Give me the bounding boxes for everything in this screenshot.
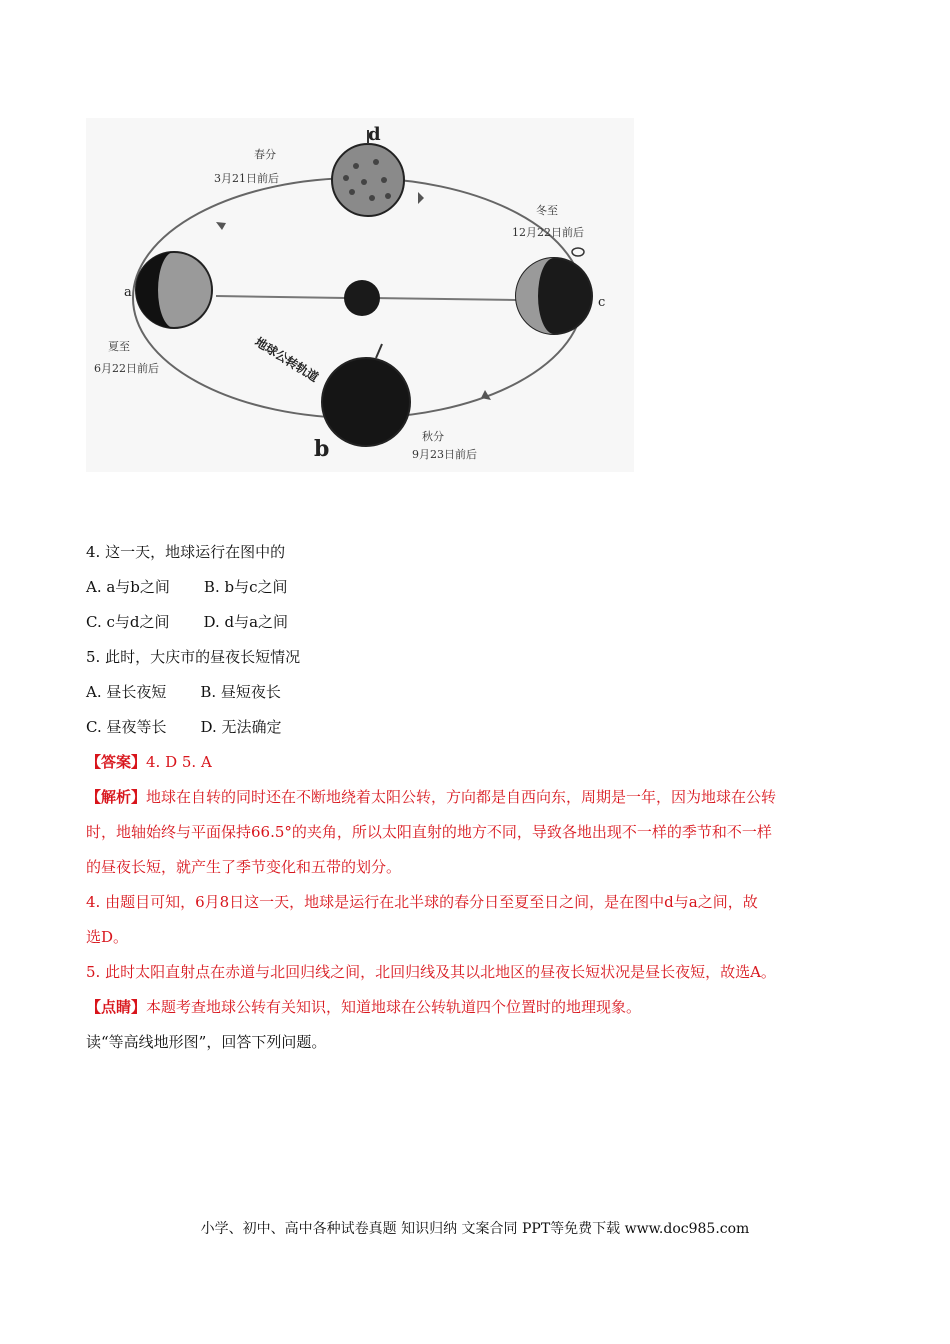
analysis-line-6: 5. 此时太阳直射点在赤道与北回归线之间，北回归线及其以北地区的昼夜长短状况是昼长夜短，故选A。 [86,963,776,981]
option-4c: C. c与d之间 [86,613,170,631]
question-5-options-row2 [86,710,886,745]
option-4b: B. b与c之间 [203,578,288,596]
label-spring-term: 春分 [254,148,276,161]
letter-d: d [368,124,381,145]
label-summer-date: 6月22日前后 [94,362,159,375]
analysis-line-5: 选D。 [86,928,129,946]
option-5a: A. 昼长夜短 [86,683,167,701]
question-block [86,535,886,1060]
option-4d: D. d与a之间 [203,613,289,631]
analysis-tag: 【解析】 [86,788,147,806]
orbit-diagram [86,118,634,472]
earth-winter-solstice [516,248,592,334]
axis-line-right [374,298,516,300]
axis-line-left [216,296,346,298]
analysis-line-4: 4. 由题目可知，6月8日这一天，地球是运行在北半球的春分日至夏至日之间，是在图中d与a之间，故 [86,893,758,911]
answer-line [86,745,886,780]
comment-line [86,990,886,1025]
question-4-options-row1 [86,570,886,605]
analysis-line-1 [86,780,886,815]
orbit-arrow-top [418,192,424,204]
label-spring-date: 3月21日前后 [214,172,279,185]
earth-autumn-equinox [322,344,410,446]
analysis-text-1: 地球在自转的同时还在不断地绕着太阳公转，方向都是自西向东，周期是一年，因为地球在公转 [146,788,777,806]
letter-c: c [598,295,606,310]
label-autumn-date: 9月23日前后 [412,448,477,461]
page-footer: 小学、初中、高中各种试卷真题 知识归纳 文案合同 PPT等免费下载 www.doc985.com [200,1221,750,1237]
comment-text: 本题考查地球公转有关知识，知道地球在公转轨道四个位置时的地理现象。 [146,998,642,1016]
earth-revolution-figure [86,118,634,472]
option-5c: C. 昼夜等长 [86,718,167,736]
sun-shape [344,280,380,316]
answer-tag: 【答案】 [86,753,147,771]
analysis-line-3: 的昼夜长短，就产生了季节变化和五带的划分。 [86,858,402,876]
question-5: 5. 此时，大庆市的昼夜长短情况 [86,648,301,666]
letter-b: b [314,436,330,462]
option-5b: B. 昼短夜长 [200,683,281,701]
label-summer-term: 夏至 [108,340,130,353]
label-autumn-term: 秋分 [422,430,444,443]
analysis-line-2: 时，地轴始终与平面保持66.5°的夹角，所以太阳直射的地方不同，导致各地出现不一样的季节和不一样 [86,823,772,841]
question-4: 4. 这一天，地球运行在图中的 [86,543,286,561]
label-orbit: 地球公转轨道 [252,334,321,385]
comment-tag: 【点睛】 [86,998,147,1016]
earth-summer-solstice [136,252,212,328]
label-winter-term: 冬至 [536,204,558,217]
orbit-arrow-left [216,222,226,230]
option-5d: D. 无法确定 [200,718,282,736]
option-4a: A. a与b之间 [86,578,170,596]
label-winter-date: 12月22日前后 [512,226,584,239]
answer-text: 4. D 5. A [146,753,212,771]
question-5-options-row1 [86,675,886,710]
question-4-options-row2 [86,605,886,640]
letter-a: a [124,285,132,300]
next-question-prompt: 读“等高线地形图”，回答下列问题。 [86,1033,327,1051]
